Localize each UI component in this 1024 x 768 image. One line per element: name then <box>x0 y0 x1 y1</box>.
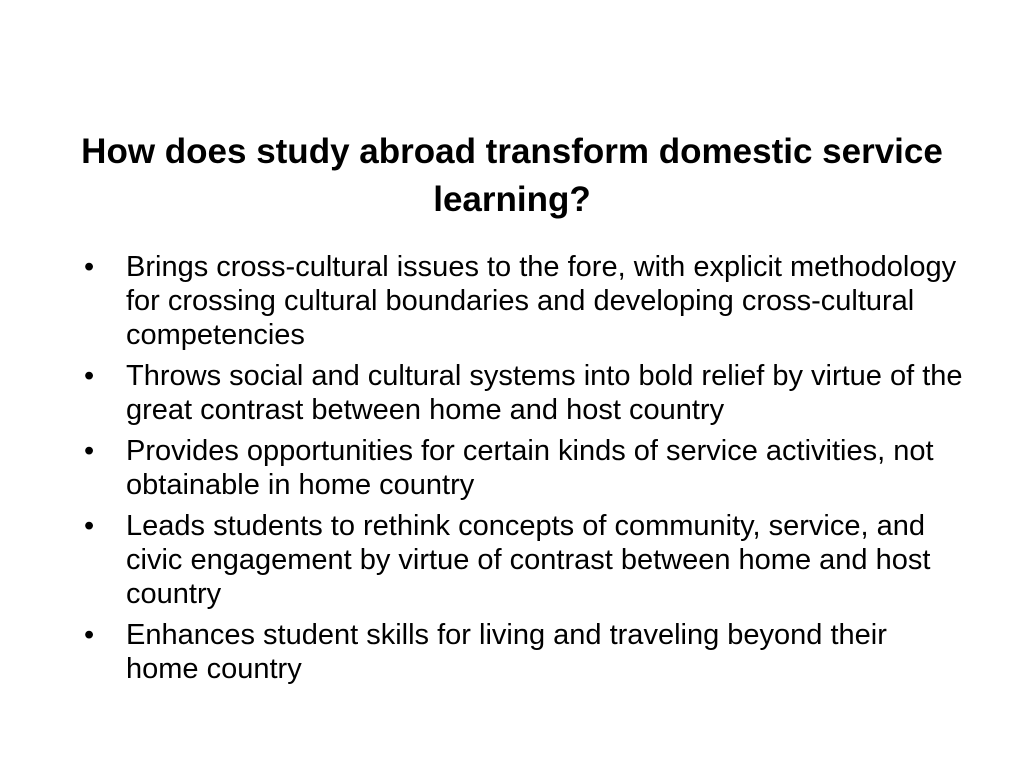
slide-title: How does study abroad transform domestic service learning? <box>81 132 943 219</box>
bullet-text: Throws social and cultural systems into bold relief by virtue of the great contrast between home and host country <box>126 360 963 426</box>
bullet-text: Enhances student skills for living and traveling beyond their home country <box>126 619 887 685</box>
bullet-item <box>84 618 964 686</box>
bullet-item <box>84 359 964 427</box>
bullet-icon: • <box>84 360 95 392</box>
bullet-text: Brings cross-cultural issues to the fore, with explicit methodology for crossing cultural boundaries and developing cross-cultural competencies <box>126 251 957 351</box>
bullet-icon: • <box>84 251 95 283</box>
bullet-item <box>84 434 964 502</box>
bullet-icon: • <box>84 619 95 651</box>
bullet-icon: • <box>84 435 95 467</box>
bullet-list <box>84 250 964 693</box>
bullet-text: Leads students to rethink concepts of community, service, and civic engagement by virtue of contrast between home and host country <box>126 510 931 610</box>
bullet-item <box>84 250 964 352</box>
bullet-item <box>84 509 964 611</box>
bullet-text: Provides opportunities for certain kinds of service activities, not obtainable in home country <box>126 435 934 501</box>
bullet-icon: • <box>84 510 95 542</box>
